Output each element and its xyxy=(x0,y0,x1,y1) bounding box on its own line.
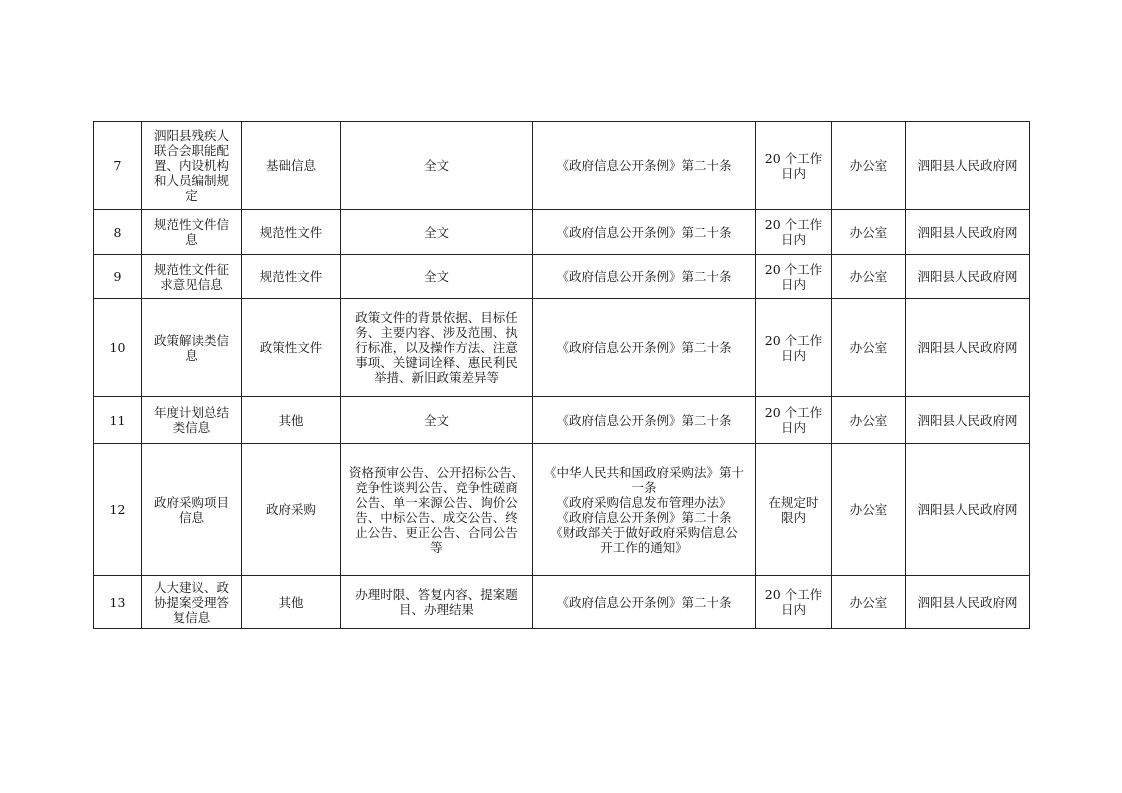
cell-basis: 《政府信息公开条例》第二十条 xyxy=(533,299,756,397)
table-row xyxy=(94,444,1030,576)
cell-item: 人大建议、政 协提案受理答 复信息 xyxy=(142,576,242,629)
cell-channel: 泗阳县人民政府网 xyxy=(906,255,1030,299)
cell-item: 政策解读类信 息 xyxy=(142,299,242,397)
table-row xyxy=(94,122,1030,210)
cell-department: 办公室 xyxy=(832,255,906,299)
cell-category: 规范性文件 xyxy=(242,255,341,299)
cell-category: 规范性文件 xyxy=(242,210,341,255)
cell-item: 规范性文件征 求意见信息 xyxy=(142,255,242,299)
cell-time-limit: 20 个工作 日内 xyxy=(756,299,832,397)
cell-channel: 泗阳县人民政府网 xyxy=(906,210,1030,255)
cell-content: 全文 xyxy=(341,255,533,299)
cell-item: 规范性文件信 息 xyxy=(142,210,242,255)
cell-no: 12 xyxy=(94,444,142,576)
cell-department: 办公室 xyxy=(832,210,906,255)
cell-category: 其他 xyxy=(242,397,341,444)
cell-content: 政策文件的背景依据、目标任 务、主要内容、涉及范围、执 行标准，以及操作方法、注意 事项、关键词诠释、惠民利民 举措、新旧政策差异等 xyxy=(341,299,533,397)
cell-item: 年度计划总结 类信息 xyxy=(142,397,242,444)
cell-no: 8 xyxy=(94,210,142,255)
cell-basis: 《政府信息公开条例》第二十条 xyxy=(533,210,756,255)
cell-department: 办公室 xyxy=(832,397,906,444)
cell-time-limit: 20 个工作 日内 xyxy=(756,397,832,444)
disclosure-table xyxy=(93,121,1030,629)
cell-no: 9 xyxy=(94,255,142,299)
cell-basis: 《中华人民共和国政府采购法》第十 一条 《政府采购信息发布管理办法》 《政府信息公开条例》第二十条 《财政部关于做好政府采购信息公 开工作的通知》 xyxy=(533,444,756,576)
cell-content: 资格预审公告、公开招标公告、 竞争性谈判公告、竞争性磋商 公告、单一来源公告、询价公 告、中标公告、成交公告、终 止公告、更正公告、合同公告 等 xyxy=(341,444,533,576)
cell-category: 政策性文件 xyxy=(242,299,341,397)
cell-channel: 泗阳县人民政府网 xyxy=(906,397,1030,444)
cell-time-limit: 20 个工作 日内 xyxy=(756,255,832,299)
cell-item: 政府采购项目 信息 xyxy=(142,444,242,576)
table-row xyxy=(94,397,1030,444)
cell-category: 基础信息 xyxy=(242,122,341,210)
cell-time-limit: 20 个工作 日内 xyxy=(756,210,832,255)
cell-channel: 泗阳县人民政府网 xyxy=(906,299,1030,397)
cell-item: 泗阳县残疾人 联合会职能配 置、内设机构 和人员编制规 定 xyxy=(142,122,242,210)
cell-time-limit: 20 个工作 日内 xyxy=(756,122,832,210)
cell-content: 全文 xyxy=(341,122,533,210)
cell-category: 其他 xyxy=(242,576,341,629)
cell-channel: 泗阳县人民政府网 xyxy=(906,122,1030,210)
cell-content: 办理时限、答复内容、提案题 目、办理结果 xyxy=(341,576,533,629)
cell-content: 全文 xyxy=(341,210,533,255)
cell-channel: 泗阳县人民政府网 xyxy=(906,576,1030,629)
cell-department: 办公室 xyxy=(832,444,906,576)
cell-time-limit: 20 个工作 日内 xyxy=(756,576,832,629)
table-row xyxy=(94,210,1030,255)
cell-no: 10 xyxy=(94,299,142,397)
table-row xyxy=(94,255,1030,299)
cell-department: 办公室 xyxy=(832,122,906,210)
cell-department: 办公室 xyxy=(832,299,906,397)
cell-channel: 泗阳县人民政府网 xyxy=(906,444,1030,576)
cell-basis: 《政府信息公开条例》第二十条 xyxy=(533,255,756,299)
cell-no: 13 xyxy=(94,576,142,629)
cell-category: 政府采购 xyxy=(242,444,341,576)
cell-time-limit: 在规定时 限内 xyxy=(756,444,832,576)
cell-basis: 《政府信息公开条例》第二十条 xyxy=(533,122,756,210)
cell-no: 7 xyxy=(94,122,142,210)
cell-basis: 《政府信息公开条例》第二十条 xyxy=(533,576,756,629)
table-row xyxy=(94,299,1030,397)
cell-content: 全文 xyxy=(341,397,533,444)
cell-basis: 《政府信息公开条例》第二十条 xyxy=(533,397,756,444)
cell-no: 11 xyxy=(94,397,142,444)
table-row xyxy=(94,576,1030,629)
cell-department: 办公室 xyxy=(832,576,906,629)
